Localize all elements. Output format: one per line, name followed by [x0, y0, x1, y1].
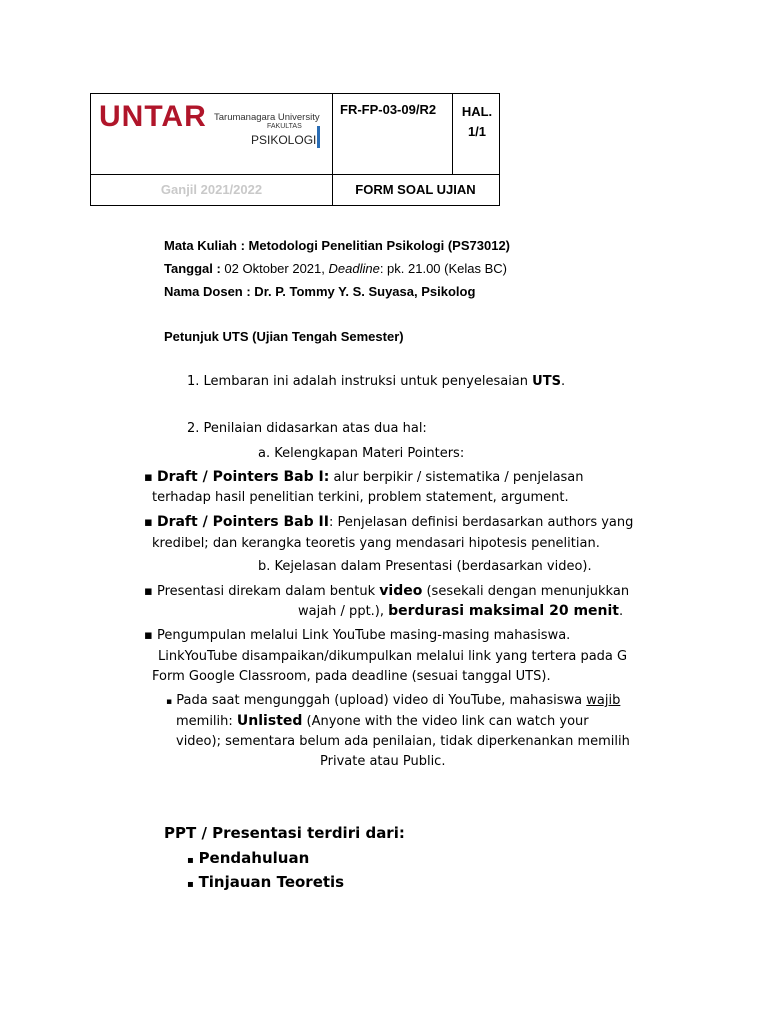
item-1: 1. Lembaran ini adalah instruksi untuk penyelesaian UTS.	[187, 374, 566, 389]
item-2a: a. Kelengkapan Materi Pointers:	[258, 446, 465, 461]
bullet-icon: ▪	[187, 879, 194, 890]
header-table	[90, 93, 500, 206]
bullet-icon: ▪	[144, 515, 153, 530]
bullet-icon: ▪	[166, 697, 173, 707]
presentasi-item: ▪ Presentasi direkam dalam bentuk video (sesekali dengan menunjukkan	[144, 583, 630, 599]
draft-bab-2-cont: kredibel; dan kerangka teoretis yang mendasari hipotesis penelitian.	[152, 536, 600, 551]
list-item: ▪ Pendahuluan	[187, 849, 310, 867]
pengumpulan-cont-1: LinkYouTube disampaikan/dikumpulkan melalui link yang tertera pada G	[158, 649, 628, 664]
page-number: HAL. 1/1	[461, 104, 493, 139]
upload-item-line4: Private atau Public.	[320, 754, 446, 769]
logo-word: UNTAR	[99, 100, 207, 133]
upload-item-line3: video); sementara belum ada penilaian, tidak diperkenankan memilih	[176, 734, 630, 749]
logo-faculty-label: FAKULTAS	[267, 123, 302, 130]
petunjuk-title: Petunjuk UTS (Ujian Tengah Semester)	[164, 329, 404, 344]
nama-dosen: Nama Dosen : Dr. P. Tommy Y. S. Suyasa, Psikolog	[164, 284, 476, 299]
item-2b: b. Kejelasan dalam Presentasi (berdasarkan video).	[258, 559, 592, 574]
presentasi-item-cont: wajah / ppt.), berdurasi maksimal 20 menit.	[298, 603, 624, 619]
logo-university: Tarumanagara University	[214, 112, 320, 123]
document-code: FR-FP-03-09/R2	[340, 102, 437, 117]
mata-kuliah: Mata Kuliah : Metodologi Penelitian Psikologi (PS73012)	[164, 238, 511, 253]
logo-faculty-name: PSIKOLOGI	[251, 133, 317, 147]
table-divider	[452, 94, 453, 174]
pengumpulan-cont-2: Form Google Classroom, pada deadline (sesuai tanggal UTS).	[152, 669, 551, 684]
item-2: 2. Penilaian didasarkan atas dua hal:	[187, 421, 427, 436]
upload-item: ▪ Pada saat mengunggah (upload) video di YouTube, mahasiswa wajib	[166, 693, 621, 708]
deadline-label: Deadline	[328, 261, 380, 276]
draft-bab-1: ▪ Draft / Pointers Bab I: alur berpikir / sistematika / penjelasan	[144, 469, 584, 485]
bullet-icon: ▪	[144, 470, 153, 485]
logo-accent-bar	[317, 126, 320, 148]
bullet-icon: ▪	[144, 628, 153, 643]
form-title: FORM SOAL UJIAN	[355, 182, 476, 197]
tanggal-value: 02 Oktober 2021,	[220, 261, 329, 276]
tanggal-label: Tanggal :	[164, 261, 221, 276]
tanggal-line	[164, 261, 507, 276]
draft-bab-1-cont: terhadap hasil penelitian terkini, problem statement, argument.	[152, 490, 569, 505]
semester-label: Ganjil 2021/2022	[160, 182, 263, 197]
table-divider	[91, 174, 499, 175]
pengumpulan-item: ▪ Pengumpulan melalui Link YouTube masing-masing mahasiswa.	[144, 628, 571, 643]
deadline-value: : pk. 21.00 (Kelas BC)	[379, 261, 507, 276]
upload-item-line2: memilih: Unlisted (Anyone with the video link can watch your	[176, 713, 589, 729]
list-item: ▪ Tinjauan Teoretis	[187, 873, 345, 891]
bullet-icon: ▪	[144, 584, 153, 599]
ppt-title: PPT / Presentasi terdiri dari:	[164, 824, 405, 842]
bullet-icon: ▪	[187, 855, 194, 866]
draft-bab-2: ▪ Draft / Pointers Bab II: Penjelasan definisi berdasarkan authors yang	[144, 514, 634, 530]
